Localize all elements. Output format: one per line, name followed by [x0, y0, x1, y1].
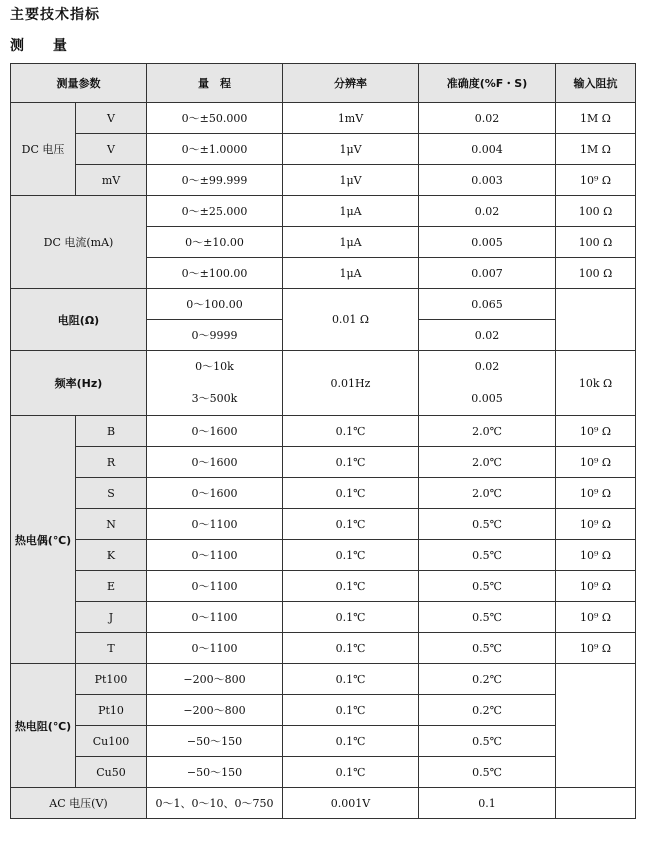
range-cell: 0～±100.00 — [147, 258, 283, 289]
range-cell: 0～1100 — [147, 540, 283, 571]
group-thermocouple: 热电偶(℃) — [11, 416, 76, 664]
sub-label: S — [76, 478, 147, 509]
range-cell: 0～±25.000 — [147, 196, 283, 227]
table-row — [11, 726, 636, 757]
range-cell: −200～800 — [147, 664, 283, 695]
range-cell: 0～1600 — [147, 478, 283, 509]
sub-label: N — [76, 509, 147, 540]
resolution-cell: 0.1℃ — [283, 664, 419, 695]
resolution-cell: 0.1℃ — [283, 633, 419, 664]
accuracy-cell: 0.007 — [419, 258, 556, 289]
impedance-empty-cell — [556, 664, 636, 788]
section-title: 测 量 — [10, 38, 79, 54]
accuracy-cell: 0.02 — [419, 320, 556, 351]
resolution-cell: 1μA — [283, 227, 419, 258]
table-row — [11, 196, 636, 227]
impedance-cell: 10⁹ Ω — [556, 540, 636, 571]
sub-label: V — [76, 103, 147, 134]
impedance-cell: 10⁹ Ω — [556, 416, 636, 447]
accuracy-cell: 0.005 — [419, 227, 556, 258]
resolution-cell: 1μV — [283, 165, 419, 196]
accuracy-cell: 0.02 — [419, 196, 556, 227]
resolution-cell: 0.1℃ — [283, 726, 419, 757]
accuracy-cell — [419, 351, 556, 416]
sub-label: R — [76, 447, 147, 478]
resolution-cell: 1μA — [283, 258, 419, 289]
accuracy-cell: 0.5℃ — [419, 757, 556, 788]
accuracy-cell: 0.065 — [419, 289, 556, 320]
impedance-cell: 10⁹ Ω — [556, 447, 636, 478]
impedance-cell: 10⁹ Ω — [556, 478, 636, 509]
resolution-cell: 0.1℃ — [283, 478, 419, 509]
impedance-cell: 1M Ω — [556, 134, 636, 165]
header-resolution: 分辨率 — [283, 64, 419, 103]
resolution-cell: 0.1℃ — [283, 416, 419, 447]
impedance-cell: 10⁹ Ω — [556, 165, 636, 196]
resolution-cell: 0.001V — [283, 788, 419, 819]
sub-label: mV — [76, 165, 147, 196]
accuracy-cell: 2.0℃ — [419, 447, 556, 478]
range-cell: 0～100.00 — [147, 289, 283, 320]
table-row — [11, 134, 636, 165]
accuracy-cell: 2.0℃ — [419, 416, 556, 447]
header-accuracy: 准确度(%F・S) — [419, 64, 556, 103]
accuracy-cell: 2.0℃ — [419, 478, 556, 509]
table-row — [11, 540, 636, 571]
range-cell: 0～1100 — [147, 571, 283, 602]
accuracy-cell: 0.5℃ — [419, 540, 556, 571]
accuracy-cell: 0.5℃ — [419, 633, 556, 664]
sub-label: Pt100 — [76, 664, 147, 695]
table-row — [11, 103, 636, 134]
table-row — [11, 757, 636, 788]
range-cell: 0～1100 — [147, 602, 283, 633]
resolution-cell: 1mV — [283, 103, 419, 134]
range-cell: −50～150 — [147, 757, 283, 788]
sub-label: Pt10 — [76, 695, 147, 726]
impedance-cell: 10⁹ Ω — [556, 602, 636, 633]
impedance-cell: 1M Ω — [556, 103, 636, 134]
sub-label: B — [76, 416, 147, 447]
accuracy-cell: 0.1 — [419, 788, 556, 819]
impedance-cell: 100 Ω — [556, 196, 636, 227]
header-param: 测量参数 — [11, 64, 147, 103]
accuracy-cell: 0.5℃ — [419, 602, 556, 633]
impedance-cell: 10⁹ Ω — [556, 509, 636, 540]
resolution-cell: 0.1℃ — [283, 509, 419, 540]
range-value: 3～500k — [191, 392, 238, 405]
table-row — [11, 788, 636, 819]
group-resistance: 电阻(Ω) — [11, 289, 147, 351]
table-row — [11, 447, 636, 478]
impedance-cell: 10k Ω — [556, 351, 636, 416]
impedance-cell: 100 Ω — [556, 227, 636, 258]
table-row — [11, 695, 636, 726]
accuracy-cell: 0.2℃ — [419, 664, 556, 695]
resolution-cell: 0.01 Ω — [283, 289, 419, 351]
range-cell: −200～800 — [147, 695, 283, 726]
range-cell: 0～9999 — [147, 320, 283, 351]
accuracy-cell: 0.5℃ — [419, 509, 556, 540]
range-cell: 0～±1.0000 — [147, 134, 283, 165]
range-cell: 0～1100 — [147, 509, 283, 540]
table-row — [11, 664, 636, 695]
resolution-cell: 0.1℃ — [283, 540, 419, 571]
sub-label: K — [76, 540, 147, 571]
resolution-cell: 0.1℃ — [283, 695, 419, 726]
accuracy-cell: 0.003 — [419, 165, 556, 196]
range-value: 0～10k — [195, 360, 234, 373]
resolution-cell: 1μA — [283, 196, 419, 227]
impedance-empty-cell — [556, 289, 636, 351]
sub-label: Cu50 — [76, 757, 147, 788]
resolution-cell: 0.1℃ — [283, 757, 419, 788]
impedance-cell: 100 Ω — [556, 258, 636, 289]
group-rtd: 热电阻(℃) — [11, 664, 76, 788]
resolution-cell: 0.1℃ — [283, 447, 419, 478]
table-row — [11, 289, 636, 320]
sub-label: V — [76, 134, 147, 165]
range-cell: 0～1100 — [147, 633, 283, 664]
accuracy-value: 0.005 — [471, 392, 503, 405]
range-cell: 0～1、0～10、0～750 — [147, 788, 283, 819]
table-row — [11, 571, 636, 602]
sub-label: T — [76, 633, 147, 664]
impedance-cell: 10⁹ Ω — [556, 571, 636, 602]
accuracy-cell: 0.02 — [419, 103, 556, 134]
accuracy-cell: 0.2℃ — [419, 695, 556, 726]
resolution-cell: 0.1℃ — [283, 602, 419, 633]
range-cell — [147, 351, 283, 416]
page-title: 主要技术指标 — [10, 7, 100, 23]
accuracy-value: 0.02 — [474, 360, 500, 373]
spec-table — [10, 63, 636, 819]
sub-label: Cu100 — [76, 726, 147, 757]
range-cell: −50～150 — [147, 726, 283, 757]
resolution-cell: 0.01Hz — [283, 351, 419, 416]
table-row — [11, 416, 636, 447]
sub-label: J — [76, 602, 147, 633]
range-cell: 0～1600 — [147, 447, 283, 478]
impedance-empty-cell — [556, 788, 636, 819]
table-row — [11, 478, 636, 509]
header-range: 量 程 — [147, 64, 283, 103]
range-cell: 0～±50.000 — [147, 103, 283, 134]
resolution-cell: 1μV — [283, 134, 419, 165]
accuracy-cell: 0.004 — [419, 134, 556, 165]
range-cell: 0～1600 — [147, 416, 283, 447]
group-dc-current: DC 电流(mA) — [11, 196, 147, 289]
range-cell: 0～±99.999 — [147, 165, 283, 196]
sub-label: E — [76, 571, 147, 602]
resolution-cell: 0.1℃ — [283, 571, 419, 602]
header-impedance: 输入阻抗 — [556, 64, 636, 103]
range-cell: 0～±10.00 — [147, 227, 283, 258]
table-row — [11, 633, 636, 664]
table-row — [11, 602, 636, 633]
header-row — [11, 64, 636, 103]
table-row — [11, 351, 636, 416]
table-row — [11, 509, 636, 540]
table-row — [11, 165, 636, 196]
accuracy-cell: 0.5℃ — [419, 571, 556, 602]
group-frequency: 频率(Hz) — [11, 351, 147, 416]
group-dc-voltage: DC 电压 — [11, 103, 76, 196]
impedance-cell: 10⁹ Ω — [556, 633, 636, 664]
group-ac-voltage: AC 电压(V) — [11, 788, 147, 819]
accuracy-cell: 0.5℃ — [419, 726, 556, 757]
